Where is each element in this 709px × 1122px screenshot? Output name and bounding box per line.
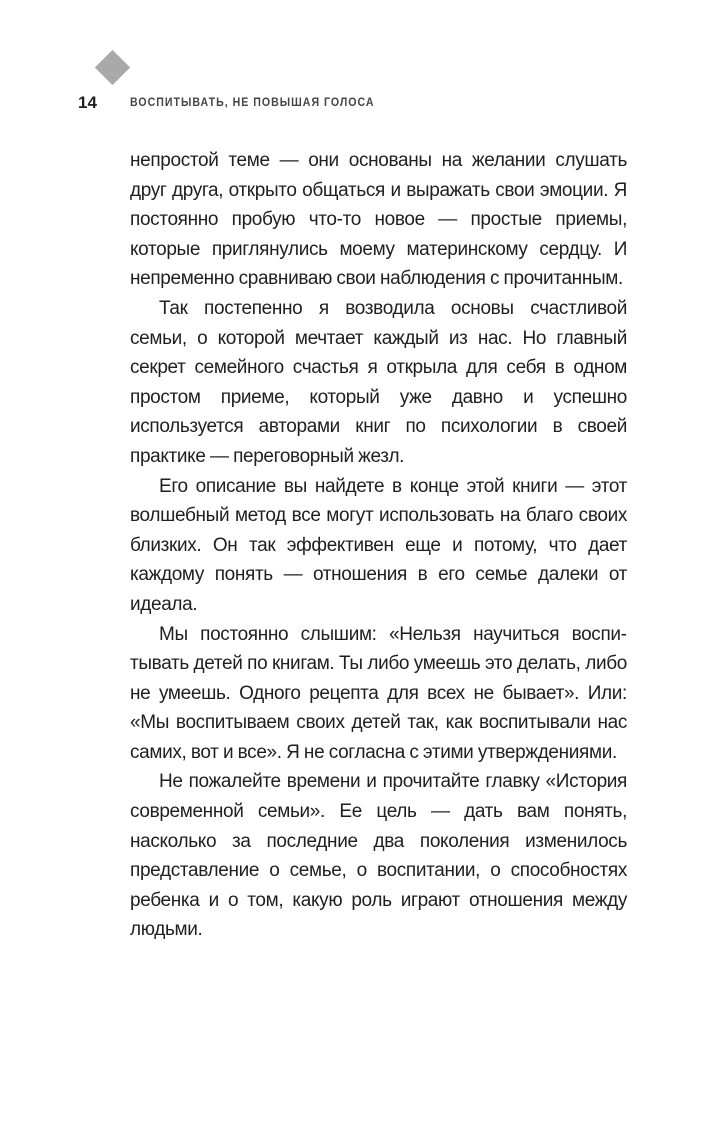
page-header xyxy=(78,93,396,113)
paragraph-1: непростой теме — они основаны на желании слушать друг друга, открыто общаться и выражать свои эмоции. Я постоянно пробую что-то новое — простые приемы, которые приглянулись моему материнскому сердцу. И непременно сравниваю свои наблюдения с прочитанным. xyxy=(130,150,627,290)
paragraph-3: Его описание вы найдете в конце этой книги — этот волшебный метод все могут использовать на благо своих близких. Он так эффективен еще и потому, что дает каждому понять — отношения в его семье далеки от идеала. xyxy=(130,475,627,615)
corner-diamond-ornament xyxy=(95,50,130,85)
running-title: ВОСПИТЫВАТЬ, НЕ ПОВЫШАЯ ГОЛОСА xyxy=(130,97,375,109)
paragraph-4: Мы постоянно слышим: «Нельзя научиться воспитывать детей по книгам. Ты либо умеешь это делать, либо не умеешь. Одного рецепта для всех не бывает». Или: «Мы воспитываем своих детей так, как воспитывали нас самих, вот и все». Я не согласна с этими утверждениями. xyxy=(130,623,627,763)
body-text xyxy=(130,146,627,945)
paragraph-2: Так постепенно я возводила основы счастливой семьи, о которой мечтает каждый из нас. Но главный секрет семейного счастья я открыла для себя в одном простом приеме, который уже давно и успешно используется авторами книг по психологии в своей практике — переговорный жезл. xyxy=(130,297,627,467)
page-number: 14 xyxy=(78,93,97,112)
paragraph-5: Не пожалейте времени и прочитайте главку «История современной семьи». Ее цель — дать вам понять, насколько за последние два поколения изменилось представление о семье, о воспитании, о способностях ребенка и о том, какую роль играют отношения между людьми. xyxy=(130,771,627,941)
